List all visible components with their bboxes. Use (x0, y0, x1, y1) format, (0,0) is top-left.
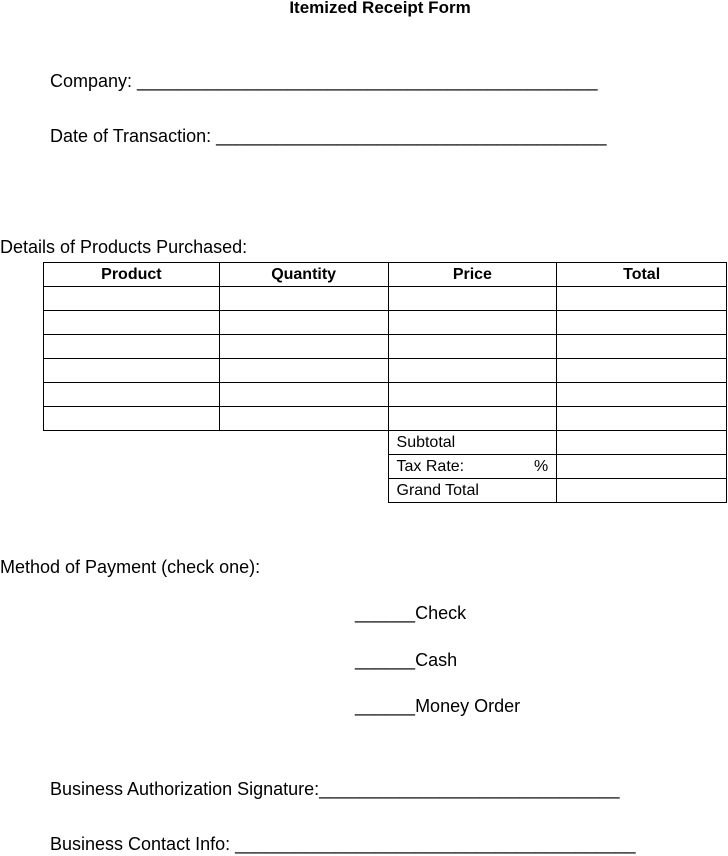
payment-option-check[interactable]: ______Check (355, 603, 467, 623)
company-field[interactable]: Company: ______________________________________________ (50, 71, 598, 91)
blank-cell (44, 431, 389, 455)
product-cell[interactable] (44, 407, 220, 431)
product-cell[interactable] (44, 383, 220, 407)
payment-option-cash[interactable]: ______Cash (355, 650, 458, 670)
tax-rate-row (44, 455, 727, 479)
tax-rate-unit: % (534, 457, 549, 475)
total-cell[interactable] (557, 287, 727, 311)
price-cell[interactable] (388, 407, 557, 431)
column-header-quantity: Quantity (219, 263, 388, 287)
grand-total-value-cell[interactable] (557, 479, 727, 503)
subtotal-value-cell[interactable] (557, 431, 727, 455)
blank-cell (44, 455, 389, 479)
table-row (44, 407, 727, 431)
tax-rate-label: Tax Rate: (396, 457, 465, 475)
quantity-cell[interactable] (219, 383, 388, 407)
quantity-cell[interactable] (219, 335, 388, 359)
total-cell[interactable] (557, 335, 727, 359)
quantity-cell[interactable] (219, 407, 388, 431)
products-table (43, 262, 727, 503)
table-row (44, 383, 727, 407)
table-header-row (44, 263, 727, 287)
date-of-transaction-field[interactable]: Date of Transaction: _______________________________________ (50, 126, 607, 146)
price-cell[interactable] (388, 359, 557, 383)
tax-rate-cell[interactable] (388, 455, 557, 479)
subtotal-row (44, 431, 727, 455)
column-header-price: Price (388, 263, 557, 287)
subtotal-label: Subtotal (388, 431, 557, 455)
signature-field[interactable]: Business Authorization Signature:______________________________ (50, 779, 620, 799)
blank-cell (44, 479, 389, 503)
product-cell[interactable] (44, 311, 220, 335)
table-row (44, 359, 727, 383)
price-cell[interactable] (388, 287, 557, 311)
form-title: Itemized Receipt Form (289, 0, 471, 17)
grand-total-row (44, 479, 727, 503)
product-cell[interactable] (44, 287, 220, 311)
total-cell[interactable] (557, 311, 727, 335)
total-cell[interactable] (557, 383, 727, 407)
column-header-product: Product (44, 263, 220, 287)
quantity-cell[interactable] (219, 359, 388, 383)
price-cell[interactable] (388, 311, 557, 335)
price-cell[interactable] (388, 335, 557, 359)
payment-option-money-order[interactable]: ______Money Order (355, 696, 521, 716)
quantity-cell[interactable] (219, 287, 388, 311)
table-row (44, 287, 727, 311)
contact-info-field[interactable]: Business Contact Info: ________________________________________ (50, 834, 636, 854)
payment-section-label: Method of Payment (check one): (0, 557, 261, 577)
total-cell[interactable] (557, 359, 727, 383)
grand-total-label: Grand Total (388, 479, 557, 503)
table-row (44, 335, 727, 359)
total-cell[interactable] (557, 407, 727, 431)
product-cell[interactable] (44, 335, 220, 359)
table-row (44, 311, 727, 335)
tax-value-cell[interactable] (557, 455, 727, 479)
products-section-label: Details of Products Purchased: (0, 237, 248, 257)
product-cell[interactable] (44, 359, 220, 383)
price-cell[interactable] (388, 383, 557, 407)
quantity-cell[interactable] (219, 311, 388, 335)
column-header-total: Total (557, 263, 727, 287)
